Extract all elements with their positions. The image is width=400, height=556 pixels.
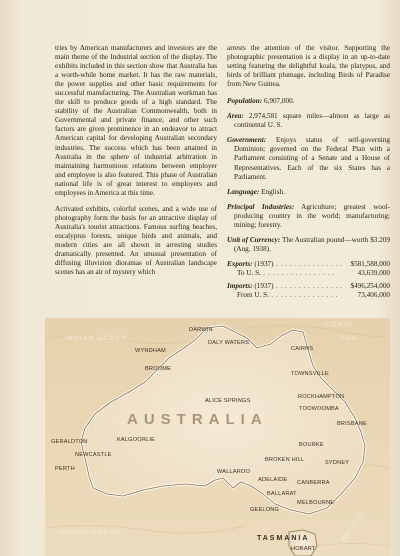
fact-industries: [227, 203, 390, 230]
fact-text: Agriculture; greatest wool-producing country in the world; manufacturing; mining; forestry.: [234, 202, 390, 229]
imports-from-value: 73,406,000: [357, 290, 390, 299]
city-melbourne: MELBOURNE: [297, 500, 335, 506]
city-townsville: TOWNSVILLE: [291, 371, 329, 377]
city-broken-hill: BROKEN HILL: [265, 457, 305, 463]
fact-government: [227, 136, 390, 181]
paragraph-industrial: tries by American manufacturers and investors are the main theme of the Industrial section of the display. The exhibits included in this section show that Australia has a worth-while home market. It has the raw materials, the power supplies and other basic requirements for successful manufacturing. The Australian workman has the skill to produce goods of a high standard. The stability of the Australian Commonwealth, both in Governmental and private finance, and other such factors are given prominence in an endeavor to attract American capital for developing Australian secondary industries. The success which has been attained in Australia in the sphere of industrial arbitration in maintaining harmonious relations between employer and employee is also featured. This phase of Australian national life is of great interest to employers and employees in America at this time.: [55, 44, 217, 197]
sea-label-sea: SEA: [341, 335, 358, 342]
city-ballarat: BALLARAT: [267, 491, 297, 497]
sea-label-coral: CORAL: [325, 321, 354, 328]
fact-population: [227, 97, 390, 106]
map-svg: [45, 318, 390, 556]
city-wallaroo: WALLAROO: [217, 469, 251, 475]
fact-area: [227, 112, 390, 130]
fact-label: Principal Industries:: [227, 202, 295, 211]
tasmania-label: TASMANIA: [257, 535, 310, 542]
imports-total-row: Imports: (1937) . . . . . . . . . . . . . . . $496,254,000: [227, 281, 390, 290]
fact-text: 6,907,000.: [263, 97, 295, 106]
fact-label: Unit of Currency:: [227, 235, 281, 244]
fact-text: Enjoys status of self-governing Dominion; governed on the Federal Plan with a Parliament consisting of a Senate and a House of Representatives. Each of the six States has a Parliament.: [234, 136, 390, 181]
city-daly-waters: DALY WATERS: [208, 340, 250, 346]
city-toowoomba: TOOWOOMBA: [299, 406, 339, 412]
city-darwin: DARWIN: [189, 327, 213, 333]
fact-currency: [227, 236, 390, 254]
imports-us-row: From U. S. . . . . . . . . . . . . . . . 73,406,000: [237, 290, 390, 299]
exports-to-label: To U. S.: [237, 268, 261, 277]
exports-year: (1937): [254, 259, 274, 268]
right-column: [227, 44, 390, 304]
country-label: AUSTRALIA: [127, 411, 268, 428]
imports-table: [227, 282, 390, 300]
exports-us-row: To U. S. . . . . . . . . . . . . . . . . 43,639,000: [237, 268, 390, 277]
city-kalgoorlie: KALGOORLIE: [117, 437, 156, 443]
sea-label-indian-top: INDIAN OCEAN: [65, 335, 128, 342]
imports-total: $496,254,000: [350, 281, 390, 290]
city-wyndham: WYNDHAM: [135, 348, 166, 354]
fact-text: The Australian pound—worth $3.209 (Aug. 1938).: [234, 235, 390, 253]
city-hobart: HOBART: [291, 546, 316, 552]
fact-label: Language:: [227, 187, 260, 196]
city-rockhampton: ROCKHAMPTON: [298, 394, 345, 400]
city-cairns: CAIRNS: [291, 346, 314, 352]
exports-total-row: Exports: (1937) . . . . . . . . . . . . . . . $581,588,000: [227, 259, 390, 268]
city-brisbane: BRISBANE: [337, 421, 367, 427]
left-column: [55, 44, 217, 284]
exports-label: Exports:: [227, 259, 253, 268]
tasmania-outline: [289, 530, 317, 556]
imports-year: (1937): [254, 281, 274, 290]
fact-label: Area:: [227, 112, 244, 121]
fact-text: 2,974,581 square miles—almost as large as continental U. S.: [234, 112, 390, 130]
fact-language: [227, 188, 390, 197]
city-alice-springs: ALICE SPRINGS: [205, 398, 251, 404]
paragraph-tourist: Activated exhibits, colorful scenes, and a wide use of photography form the basis for an attractive display of Australia's tourist attractions. Famous surfing beaches, eucalyptus forests, unique birds and animals, and modern cities are all shown in arresting studies dramatically presented. An unusual presentation of diffusing illuvision dioramas of Australian landscape scenes has an air of mystery which: [55, 204, 217, 277]
exports-total: $581,588,000: [350, 259, 390, 268]
city-adelaide: ADELAIDE: [258, 477, 288, 483]
fact-label: Government:: [227, 136, 267, 145]
city-geelong: GEELONG: [250, 507, 280, 513]
australia-map: [45, 318, 390, 556]
city-canberra: CANBERRA: [297, 480, 330, 486]
exports-to-value: 43,639,000: [357, 268, 390, 277]
city-perth: PERTH: [55, 466, 75, 472]
fact-text: English.: [261, 187, 285, 196]
city-sydney: SYDNEY: [325, 460, 350, 466]
city-newcastle: NEWCASTLE: [75, 452, 112, 458]
paragraph-intro: arrests the attention of the visitor. Supporting the photographic presentation is a display in an up-to-date setting featuring the delightful koala, the platypus, and birds of brilliant plumage, including Birds of Paradise from New Guinea.: [227, 44, 390, 89]
imports-label: Imports:: [227, 281, 253, 290]
imports-from-label: From U. S.: [237, 290, 269, 299]
city-geraldton: GERALDTON: [51, 439, 88, 445]
city-bourke: BOURKE: [299, 442, 324, 448]
fact-label: Population:: [227, 97, 263, 106]
sea-label-pacific: PACIFIC: [340, 511, 367, 544]
city-broome: BROOME: [145, 366, 172, 372]
exports-table: [227, 260, 390, 278]
sea-label-indian-bottom: INDIAN OCEAN: [59, 529, 122, 536]
